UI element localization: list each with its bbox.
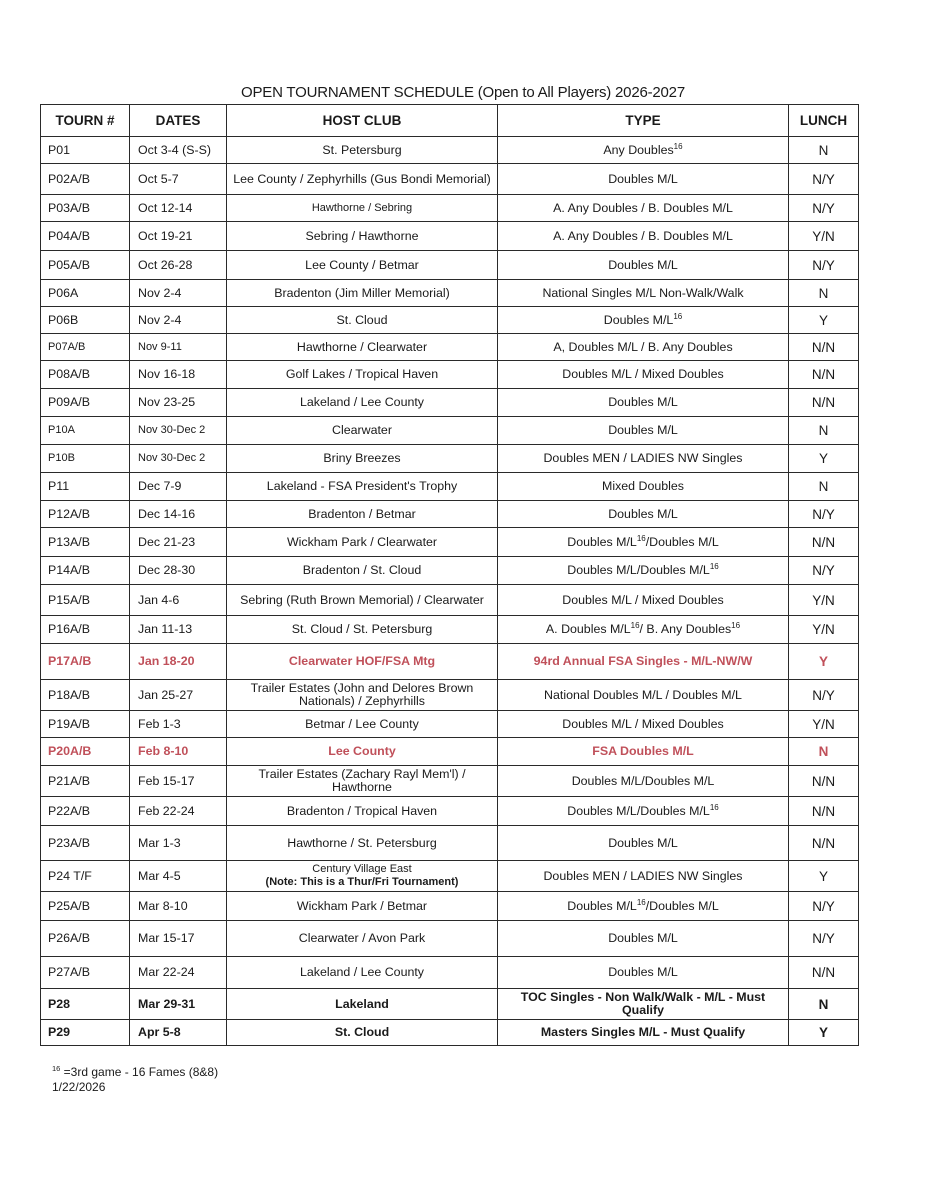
lunch-cell: N/N	[789, 826, 859, 861]
dates-cell: Mar 15-17	[130, 921, 227, 957]
tourn-cell: P10A	[41, 417, 130, 445]
tourn-cell: P25A/B	[41, 892, 130, 921]
lunch-cell: N/Y	[789, 680, 859, 711]
tourn-cell: P28	[41, 989, 130, 1020]
table-row	[41, 280, 859, 307]
dates-cell: Nov 23-25	[130, 389, 227, 417]
host-club-cell	[227, 644, 498, 680]
dates-cell: Dec 14-16	[130, 501, 227, 528]
tourn-cell: P15A/B	[41, 585, 130, 616]
host-club-cell	[227, 1020, 498, 1046]
host-club-cell	[227, 222, 498, 251]
lunch-cell: N/N	[789, 361, 859, 389]
host-club-text: Lakeland	[335, 996, 389, 1011]
type-cell	[498, 307, 789, 334]
host-club-cell	[227, 766, 498, 797]
type-text-after: / B. Any Doubles	[639, 622, 732, 636]
type-superscript: 16	[673, 311, 683, 321]
host-club-text: Clearwater / Avon Park	[298, 931, 426, 945]
type-cell	[498, 738, 789, 766]
dates-cell: Nov 9-11	[130, 334, 227, 361]
dates-cell: Mar 1-3	[130, 826, 227, 861]
host-club-text: Golf Lakes / Tropical Haven	[285, 367, 439, 381]
dates-cell: Mar 29-31	[130, 989, 227, 1020]
host-club-note: (Note: This is a Thur/Fri Tournament)	[265, 876, 459, 888]
host-club-text: Bradenton (Jim Miller Memorial)	[274, 285, 450, 300]
lunch-cell: Y/N	[789, 222, 859, 251]
dates-cell: Nov 30-Dec 2	[130, 417, 227, 445]
table-row	[41, 334, 859, 361]
host-club-text: Hawthorne / Clearwater	[296, 339, 428, 354]
tourn-cell: P13A/B	[41, 528, 130, 557]
type-text: FSA Doubles M/L	[592, 744, 694, 758]
type-cell	[498, 557, 789, 585]
type-superscript: 16	[630, 620, 640, 630]
table-row	[41, 957, 859, 989]
tourn-cell: P22A/B	[41, 797, 130, 826]
table-row	[41, 766, 859, 797]
dates-cell: Dec 21-23	[130, 528, 227, 557]
lunch-cell: N/N	[789, 766, 859, 797]
type-cell	[498, 417, 789, 445]
host-club-text: Trailer Estates (John and Delores Brown Nationals) / Zephyrhills	[250, 681, 474, 708]
type-text: Doubles M/L	[608, 931, 678, 945]
host-club-text: Clearwater HOF/FSA Mtg	[288, 654, 436, 668]
tourn-cell: P24 T/F	[41, 861, 130, 892]
table-row	[41, 644, 859, 680]
table-row	[41, 137, 859, 164]
type-cell	[498, 528, 789, 557]
lunch-cell: N/N	[789, 528, 859, 557]
type-cell	[498, 195, 789, 222]
type-cell	[498, 251, 789, 280]
lunch-cell: N/N	[789, 797, 859, 826]
host-club-text: Hawthorne / Sebring	[311, 201, 413, 214]
host-club-text: Hawthorne / St. Petersburg	[287, 835, 437, 850]
dates-cell: Jan 4-6	[130, 585, 227, 616]
type-text: Doubles M/L	[603, 312, 674, 327]
type-superscript: 16	[636, 533, 646, 543]
lunch-cell: N	[789, 473, 859, 501]
header-dates: DATES	[130, 105, 227, 137]
type-text: Doubles M/L / Mixed Doubles	[562, 367, 724, 381]
tournament-schedule-table	[40, 104, 859, 1046]
type-text: Mixed Doubles	[602, 479, 684, 493]
host-club-cell	[227, 957, 498, 989]
host-club-cell	[227, 528, 498, 557]
type-text: Doubles M/L	[608, 506, 678, 521]
dates-cell: Feb 1-3	[130, 711, 227, 738]
tourn-cell: P27A/B	[41, 957, 130, 989]
lunch-cell: N/Y	[789, 195, 859, 222]
table-row	[41, 989, 859, 1020]
type-text: Any Doubles	[603, 142, 674, 157]
type-cell	[498, 680, 789, 711]
host-club-text: Lee County / Betmar	[305, 257, 419, 272]
header-host-club: HOST CLUB	[227, 105, 498, 137]
type-text: 94rd Annual FSA Singles - M/L-NW/W	[533, 654, 753, 668]
host-club-text: Wickham Park / Betmar	[296, 898, 428, 913]
type-text: Doubles M/L	[608, 965, 678, 979]
type-text: Doubles MEN / LADIES NW Singles	[543, 868, 743, 883]
host-club-cell	[227, 797, 498, 826]
header-type: TYPE	[498, 105, 789, 137]
type-cell	[498, 280, 789, 307]
dates-cell: Nov 2-4	[130, 280, 227, 307]
lunch-cell: N/Y	[789, 921, 859, 957]
table-row	[41, 1020, 859, 1046]
header-tourn: TOURN #	[41, 105, 130, 137]
type-text: National Doubles M/L / Doubles M/L	[544, 687, 742, 702]
tourn-cell: P01	[41, 137, 130, 164]
table-row	[41, 528, 859, 557]
table-row	[41, 445, 859, 473]
lunch-cell: Y	[789, 644, 859, 680]
footnote	[52, 1066, 218, 1079]
type-text: A. Doubles M/L	[545, 622, 631, 636]
host-club-text: Lakeland / Lee County	[300, 395, 424, 409]
host-club-cell	[227, 585, 498, 616]
host-club-text: Clearwater	[332, 423, 392, 437]
type-text: Doubles M/L / Mixed Doubles	[562, 592, 724, 607]
dates-cell: Nov 30-Dec 2	[130, 445, 227, 473]
dates-cell: Mar 4-5	[130, 861, 227, 892]
table-row	[41, 861, 859, 892]
dates-cell: Mar 8-10	[130, 892, 227, 921]
lunch-cell: N	[789, 417, 859, 445]
host-club-cell	[227, 826, 498, 861]
host-club-text: Lakeland / Lee County	[300, 965, 424, 979]
type-cell	[498, 766, 789, 797]
type-cell	[498, 957, 789, 989]
tourn-cell: P04A/B	[41, 222, 130, 251]
tourn-cell: P11	[41, 473, 130, 501]
lunch-cell: N	[789, 738, 859, 766]
type-text-after: /Doubles M/L	[645, 534, 719, 549]
host-club-cell	[227, 251, 498, 280]
lunch-cell: Y/N	[789, 616, 859, 644]
lunch-cell: N/Y	[789, 251, 859, 280]
type-cell	[498, 1020, 789, 1046]
table-row	[41, 921, 859, 957]
tourn-cell: P06B	[41, 307, 130, 334]
type-text: Doubles M/L	[608, 835, 678, 850]
type-cell	[498, 644, 789, 680]
host-club-text: St. Cloud / St. Petersburg	[291, 622, 433, 636]
type-cell	[498, 164, 789, 195]
dates-cell: Oct 5-7	[130, 164, 227, 195]
tourn-cell: P08A/B	[41, 361, 130, 389]
host-club-text: Sebring / Hawthorne	[305, 228, 419, 243]
lunch-cell: N	[789, 280, 859, 307]
table-row	[41, 738, 859, 766]
type-text: Doubles M/L	[608, 171, 678, 186]
table-row	[41, 557, 859, 585]
type-superscript: 16	[673, 141, 683, 151]
table-row	[41, 251, 859, 280]
lunch-cell: Y	[789, 445, 859, 473]
type-superscript: 16	[731, 620, 741, 630]
host-club-text: Lee County	[328, 744, 396, 758]
lunch-cell: Y	[789, 861, 859, 892]
table-row	[41, 501, 859, 528]
type-text: A. Any Doubles / B. Doubles M/L	[553, 200, 733, 215]
host-club-cell	[227, 680, 498, 711]
tourn-cell: P23A/B	[41, 826, 130, 861]
footnote-text: =3rd game - 16 Fames (8&8)	[60, 1065, 219, 1079]
type-text: TOC Singles - Non Walk/Walk - M/L - Must Qualify	[520, 990, 766, 1017]
type-text: A. Any Doubles / B. Doubles M/L	[553, 228, 733, 243]
host-club-cell	[227, 473, 498, 501]
host-club-cell	[227, 711, 498, 738]
type-cell	[498, 585, 789, 616]
host-club-text: Bradenton / Betmar	[308, 506, 416, 521]
type-cell	[498, 445, 789, 473]
host-club-cell	[227, 280, 498, 307]
type-superscript: 16	[636, 897, 646, 907]
type-text: Doubles M/L	[608, 423, 678, 437]
host-club-cell	[227, 501, 498, 528]
lunch-cell: Y/N	[789, 585, 859, 616]
dates-cell: Oct 12-14	[130, 195, 227, 222]
table-row	[41, 389, 859, 417]
host-club-text: Lakeland - FSA President's Trophy	[266, 479, 458, 493]
host-club-cell	[227, 307, 498, 334]
dates-cell: Oct 26-28	[130, 251, 227, 280]
host-club-cell	[227, 892, 498, 921]
host-club-text: Bradenton / St. Cloud	[302, 563, 422, 577]
dates-cell: Mar 22-24	[130, 957, 227, 989]
type-cell	[498, 334, 789, 361]
table-row	[41, 164, 859, 195]
type-cell	[498, 222, 789, 251]
host-club-cell	[227, 417, 498, 445]
type-text: Doubles M/L	[608, 395, 678, 409]
host-club-text: Briny Breezes	[323, 451, 401, 465]
type-text: Doubles M/L / Mixed Doubles	[562, 716, 724, 731]
table-row	[41, 797, 859, 826]
type-cell	[498, 616, 789, 644]
tourn-cell: P29	[41, 1020, 130, 1046]
table-row	[41, 711, 859, 738]
host-club-text: Lee County / Zephyrhills (Gus Bondi Memorial)	[233, 171, 491, 186]
type-superscript: 16	[709, 802, 719, 812]
lunch-cell: N	[789, 137, 859, 164]
tourn-cell: P12A/B	[41, 501, 130, 528]
dates-cell: Feb 15-17	[130, 766, 227, 797]
header-lunch: LUNCH	[789, 105, 859, 137]
tourn-cell: P17A/B	[41, 644, 130, 680]
host-club-text: St. Cloud	[336, 312, 388, 327]
lunch-cell: N/N	[789, 334, 859, 361]
type-text: Doubles M/L/Doubles M/L	[567, 803, 710, 818]
host-club-text: St. Petersburg	[322, 142, 402, 157]
tourn-cell: P09A/B	[41, 389, 130, 417]
host-club-cell	[227, 738, 498, 766]
lunch-cell: N/N	[789, 957, 859, 989]
type-cell	[498, 501, 789, 528]
lunch-cell: N/N	[789, 389, 859, 417]
type-text: Doubles M/L	[567, 898, 637, 913]
table-row	[41, 892, 859, 921]
host-club-text: St. Cloud	[334, 1025, 390, 1039]
tourn-cell: P18A/B	[41, 680, 130, 711]
type-superscript: 16	[709, 561, 719, 571]
host-club-cell	[227, 921, 498, 957]
type-text: Doubles M/L	[567, 534, 637, 549]
host-club-text: Century Village East	[312, 863, 412, 875]
dates-cell: Jan 11-13	[130, 616, 227, 644]
lunch-cell: Y/N	[789, 711, 859, 738]
type-text: A, Doubles M/L / B. Any Doubles	[553, 339, 733, 354]
type-text-after: /Doubles M/L	[645, 898, 719, 913]
table-row	[41, 195, 859, 222]
host-club-cell	[227, 164, 498, 195]
table-row	[41, 473, 859, 501]
table-header-row	[41, 105, 859, 137]
type-cell	[498, 826, 789, 861]
footnote-marker: 16	[52, 1064, 61, 1073]
tourn-cell: P05A/B	[41, 251, 130, 280]
dates-cell: Jan 25-27	[130, 680, 227, 711]
host-club-text: Wickham Park / Clearwater	[286, 534, 438, 549]
type-cell	[498, 892, 789, 921]
type-text: Doubles M/L/Doubles M/L	[567, 563, 710, 577]
tourn-cell: P20A/B	[41, 738, 130, 766]
type-cell	[498, 389, 789, 417]
table-row	[41, 222, 859, 251]
type-text: National Singles M/L Non-Walk/Walk	[542, 285, 744, 300]
host-club-cell	[227, 861, 498, 892]
dates-cell: Oct 19-21	[130, 222, 227, 251]
dates-cell: Nov 2-4	[130, 307, 227, 334]
table-row	[41, 307, 859, 334]
tourn-cell: P07A/B	[41, 334, 130, 361]
type-cell	[498, 861, 789, 892]
dates-cell: Apr 5-8	[130, 1020, 227, 1046]
host-club-text: Trailer Estates (Zachary Rayl Mem'l) / Hawthorne	[258, 767, 466, 794]
type-text: Doubles M/L/Doubles M/L	[571, 773, 715, 788]
host-club-cell	[227, 616, 498, 644]
tourn-cell: P02A/B	[41, 164, 130, 195]
tourn-cell: P14A/B	[41, 557, 130, 585]
host-club-text: Betmar / Lee County	[305, 716, 419, 731]
type-text: Doubles M/L	[608, 257, 678, 272]
lunch-cell: N	[789, 989, 859, 1020]
type-cell	[498, 797, 789, 826]
lunch-cell: N/Y	[789, 892, 859, 921]
host-club-text: Sebring (Ruth Brown Memorial) / Clearwater	[240, 592, 484, 607]
type-cell	[498, 989, 789, 1020]
table-row	[41, 417, 859, 445]
type-cell	[498, 473, 789, 501]
table-row	[41, 680, 859, 711]
tourn-cell: P26A/B	[41, 921, 130, 957]
type-cell	[498, 921, 789, 957]
type-text: Doubles MEN / LADIES NW Singles	[543, 451, 743, 465]
dates-cell: Jan 18-20	[130, 644, 227, 680]
host-club-cell	[227, 389, 498, 417]
host-club-cell	[227, 557, 498, 585]
host-club-cell	[227, 445, 498, 473]
table-body	[41, 137, 859, 1046]
revision-date: 1/22/2026	[52, 1080, 106, 1094]
table-row	[41, 826, 859, 861]
dates-cell: Nov 16-18	[130, 361, 227, 389]
type-cell	[498, 361, 789, 389]
host-club-cell	[227, 137, 498, 164]
tourn-cell: P19A/B	[41, 711, 130, 738]
dates-cell: Oct 3-4 (S-S)	[130, 137, 227, 164]
lunch-cell: N/Y	[789, 557, 859, 585]
lunch-cell: N/Y	[789, 501, 859, 528]
table-row	[41, 616, 859, 644]
host-club-cell	[227, 195, 498, 222]
dates-cell: Dec 7-9	[130, 473, 227, 501]
type-cell	[498, 137, 789, 164]
host-club-cell	[227, 361, 498, 389]
tourn-cell: P06A	[41, 280, 130, 307]
tourn-cell: P16A/B	[41, 616, 130, 644]
tourn-cell: P10B	[41, 445, 130, 473]
host-club-cell	[227, 334, 498, 361]
page-title: OPEN TOURNAMENT SCHEDULE (Open to All Players) 2026-2027	[241, 84, 685, 101]
host-club-cell	[227, 989, 498, 1020]
lunch-cell: N/Y	[789, 164, 859, 195]
lunch-cell: Y	[789, 1020, 859, 1046]
dates-cell: Dec 28-30	[130, 557, 227, 585]
table-row	[41, 585, 859, 616]
lunch-cell: Y	[789, 307, 859, 334]
tourn-cell: P21A/B	[41, 766, 130, 797]
dates-cell: Feb 8-10	[130, 738, 227, 766]
dates-cell: Feb 22-24	[130, 797, 227, 826]
type-text: Masters Singles M/L - Must Qualify	[540, 1025, 746, 1039]
table-row	[41, 361, 859, 389]
tourn-cell: P03A/B	[41, 195, 130, 222]
type-cell	[498, 711, 789, 738]
host-club-text: Bradenton / Tropical Haven	[286, 803, 438, 818]
